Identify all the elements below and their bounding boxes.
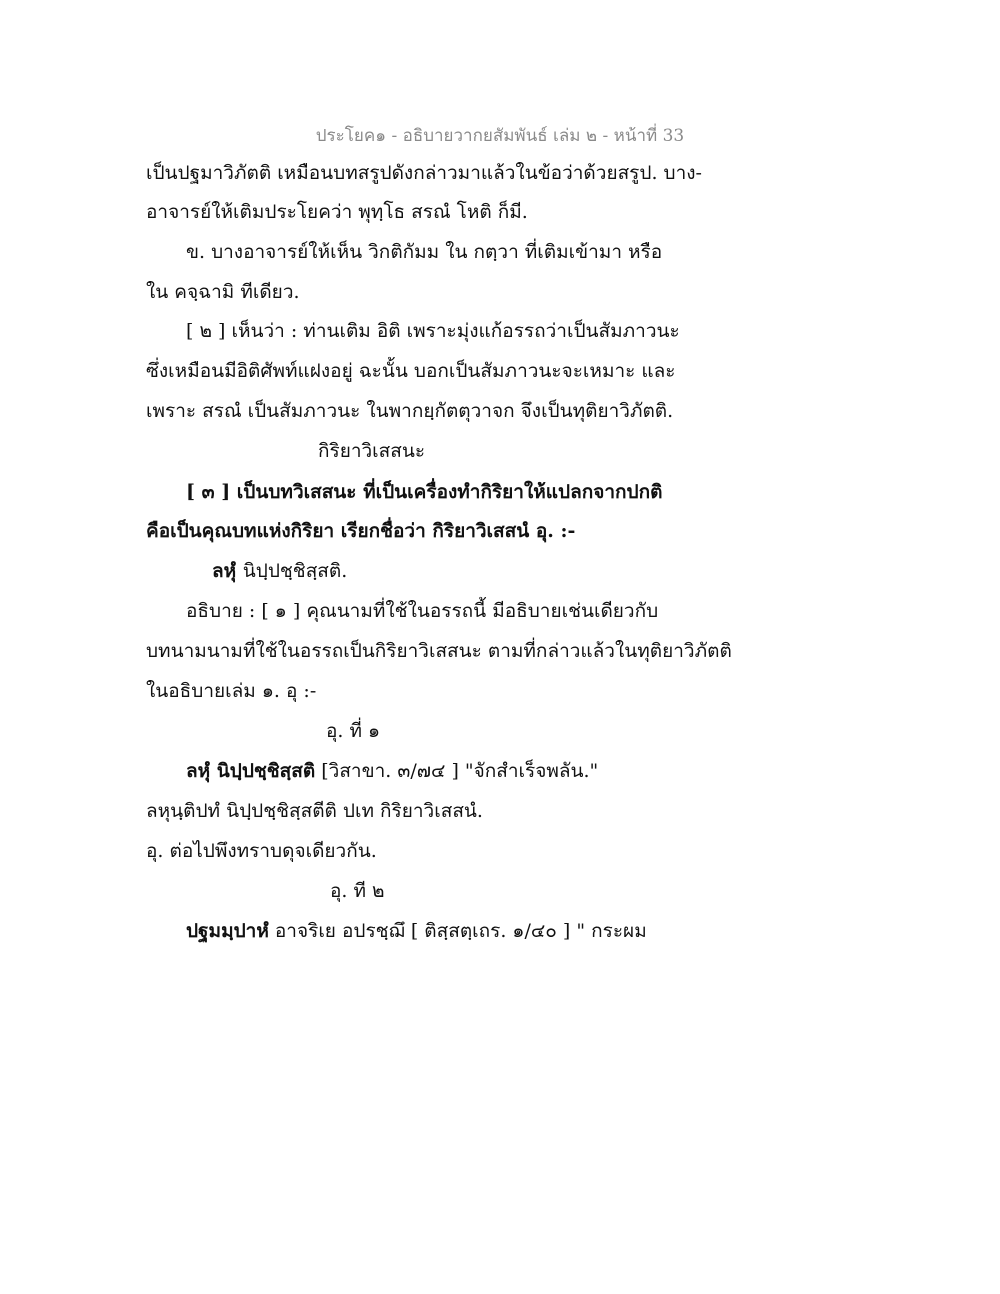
example2-line2: ลหุนฺติปทํ นิปฺปชฺชิสฺสตีติ ปเท กิริยาวิเสสนํ. (146, 800, 483, 822)
example1-bold: ลหุํ (212, 560, 237, 582)
example1-text: นิปฺปชฺชิสฺสติ. (242, 560, 348, 582)
example2-bold: ลหุํ นิปฺปชฺชิสฺสติ (186, 760, 316, 782)
para3-line1: [ ๒ ] เห็นว่า : ท่านเติม อิติ เพราะมุ่งแก้อรรถว่าเป็นสัมภาวนะ (186, 320, 680, 342)
example2-line3: อุ. ต่อไปพึงทราบดุจเดียวกัน. (146, 840, 377, 862)
example2-line1 (186, 758, 598, 784)
para3-line3: เพราะ สรณํ เป็นสัมภาวนะ ในพากยฺกัตตุวาจก จึงเป็นทุติยาวิภัตติ. (146, 400, 674, 422)
para5-line3: ในอธิบายเล่ม ๑. อุ :- (146, 680, 317, 702)
example-subheading-2: อุ. ที ๒ (330, 880, 385, 902)
para5-line1: อธิบาย : [ ๑ ] คุณนามที่ใช้ในอรรถนี้ มีอธิบายเช่นเดียวกับ (186, 600, 659, 622)
para1-line1: เป็นปฐมาวิภัตติ เหมือนบทสรูปดังกล่าวมาแล้วในข้อว่าด้วยสรูป. บาง- (146, 162, 702, 184)
example2-rest: [วิสาขา. ๓/๗๔ ] "จักสำเร็จพลัน." (315, 760, 599, 782)
example1-line (212, 558, 347, 584)
para2-line2: ใน คจฺฉามิ ทีเดียว. (146, 281, 300, 303)
page-header: ประโยค๑ - อธิบายวากยสัมพันธ์ เล่ม ๒ - หน้าที่ 33 (315, 126, 685, 146)
example3-rest: อาจริเย อปรชฺฌึ [ ติสฺสตฺเถร. ๑/๔๐ ] " กระผม (268, 920, 647, 942)
section-heading: กิริยาวิเสสนะ (318, 440, 426, 462)
para3-line2: ซึ่งเหมือนมีอิติศัพท์แฝงอยู่ ฉะนั้น บอกเป็นสัมภาวนะจะเหมาะ และ (146, 360, 676, 382)
example3-line1 (186, 918, 647, 944)
para4-line2: คือเป็นคุณบทแห่งกิริยา เรียกชื่อว่า กิริยาวิเสสนํ อุ. :- (146, 520, 576, 542)
para2-line1: ข. บางอาจารย์ให้เห็น วิกติกัมม ใน กตฺวา ที่เติมเข้ามา หรือ (186, 241, 663, 263)
para4-line1: [ ๓ ] เป็นบทวิเสสนะ ที่เป็นเครื่องทำกิริยาให้แปลกจากปกติ (186, 481, 663, 503)
example-subheading-1: อุ. ที่ ๑ (326, 720, 381, 742)
para1-line2: อาจารย์ให้เติมประโยคว่า พุทฺโธ สรณํ โหติ ก็มี. (146, 201, 528, 223)
example3-bold: ปฐมมฺปาหํ (186, 920, 269, 942)
para5-line2: บทนามนามที่ใช้ในอรรถเป็นกิริยาวิเสสนะ ตามที่กล่าวแล้วในทุติยาวิภัตติ (146, 640, 732, 662)
